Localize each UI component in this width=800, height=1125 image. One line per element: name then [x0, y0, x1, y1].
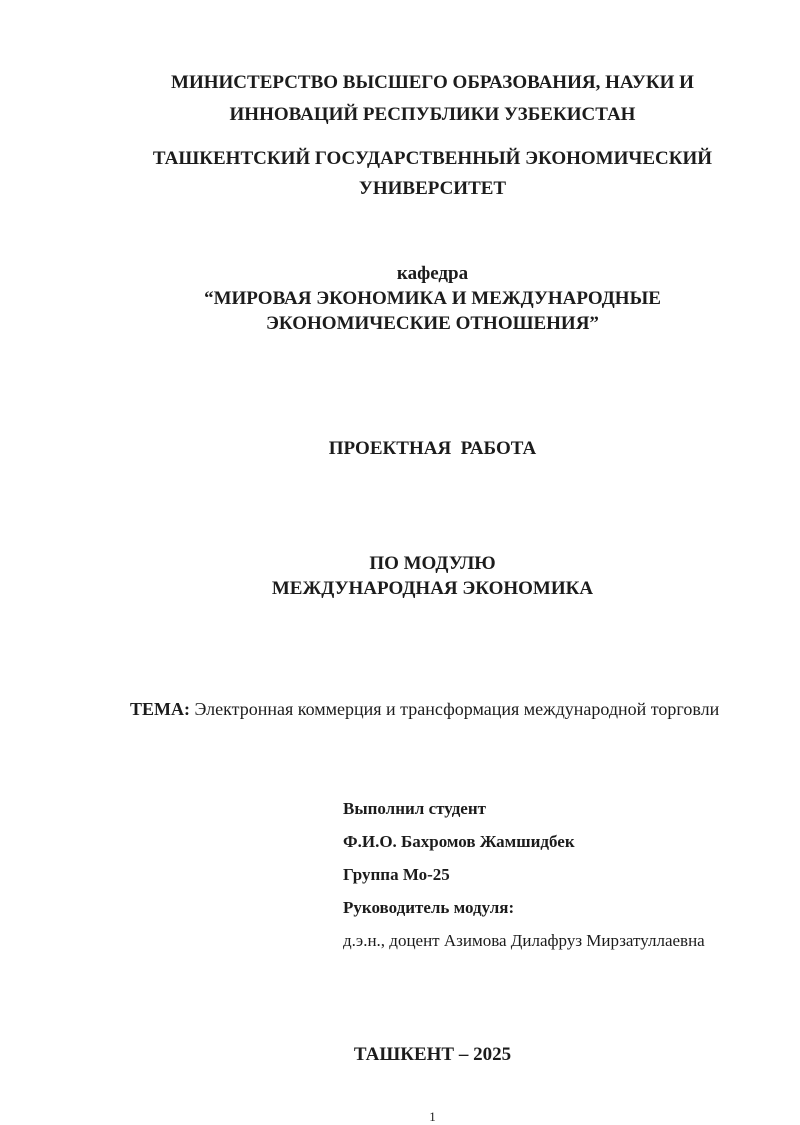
supervisor-name-line: д.э.н., доцент Азимова Дилафруз Мирзатуллаевна: [343, 931, 705, 950]
performed-by-line: Выполнил студент: [343, 799, 486, 818]
module-name: МЕЖДУНАРОДНАЯ ЭКОНОМИКА: [271, 578, 594, 599]
topic-paragraph: [130, 693, 735, 725]
module-label: ПО МОДУЛЮ: [369, 553, 496, 574]
ministry-line: МИНИСТЕРСТВО ВЫСШЕГО ОБРАЗОВАНИЯ, НАУКИ И: [171, 72, 694, 93]
topic-label: ТЕМА:: [130, 699, 190, 719]
ministry-line: ИННОВАЦИЙ РЕСПУБЛИКИ УЗБЕКИСТАН: [229, 104, 636, 125]
department-name-line: ЭКОНОМИЧЕСКИЕ ОТНОШЕНИЯ”: [266, 313, 599, 334]
ministry-heading: [130, 67, 735, 131]
department-label: кафедра: [396, 263, 469, 284]
topic-text: Электронная коммерция и трансформация международной торговли: [194, 699, 720, 719]
work-type-label: ПРОЕКТНАЯ РАБОТА: [328, 438, 537, 459]
module-heading: [130, 551, 735, 601]
group-line: Группа Мо-25: [343, 865, 450, 884]
supervisor-label-line: Руководитель модуля:: [343, 898, 515, 917]
university-line: ТАШКЕНТСКИЙ ГОСУДАРСТВЕННЫЙ ЭКОНОМИЧЕСКИЙ: [152, 148, 713, 169]
city-year-line: ТАШКЕНТ – 2025: [353, 1044, 512, 1065]
department-name-line: “МИРОВАЯ ЭКОНОМИКА И МЕЖДУНАРОДНЫЕ: [204, 288, 661, 309]
work-type-heading: [130, 369, 735, 529]
university-line: УНИВЕРСИТЕТ: [358, 178, 507, 199]
department-heading: [130, 261, 735, 336]
topic-line: [130, 693, 735, 725]
university-heading: [130, 144, 735, 204]
page-number: 1: [429, 1109, 436, 1124]
student-name-line: Ф.И.О. Бахромов Жамшидбек: [343, 832, 575, 851]
credits-block: [130, 792, 735, 957]
